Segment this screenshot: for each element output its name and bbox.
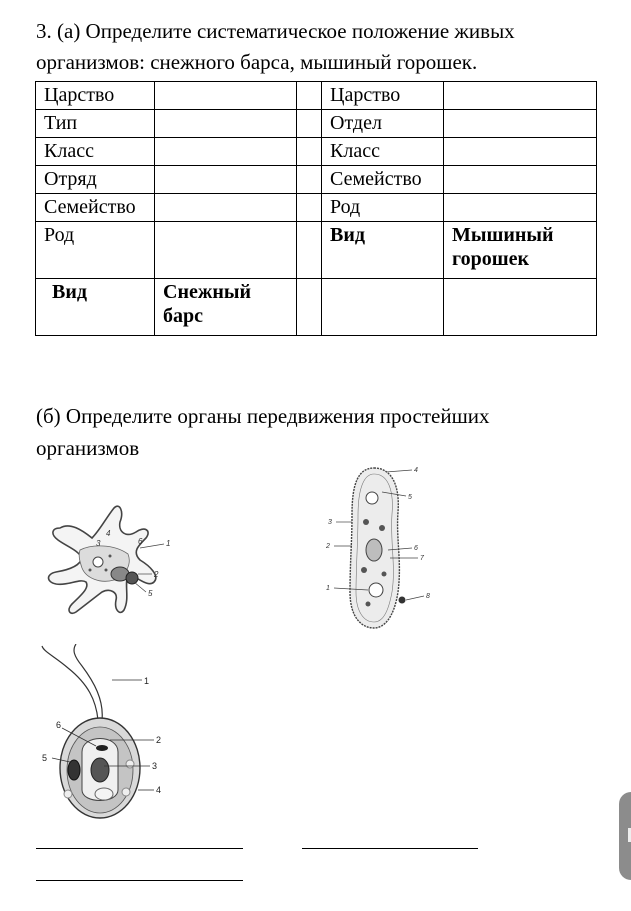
label-leader: [386, 470, 412, 472]
chlamydomonas-label-2: 2: [156, 735, 162, 745]
label-leader: [406, 596, 424, 600]
spacer-cell: [297, 138, 322, 166]
flagellum: [74, 644, 102, 720]
chlamydomonas-label-6: 6: [56, 720, 62, 730]
amoeba-food-vacuole: [126, 572, 138, 584]
question-part-a: 3. (а) Определите систематическое положение живых организмов: снежного барса, мышиный горошек.: [36, 19, 515, 74]
paramecium-label-8: 8: [426, 593, 430, 600]
left-rank-genus: Род: [36, 222, 155, 279]
table-row: [36, 110, 597, 138]
answer-line-amoeba[interactable]: [36, 848, 243, 849]
paramecium-label-4: 4: [414, 467, 418, 474]
question-part-b: (б) Определите органы передвижения простейших организмов: [36, 404, 490, 460]
paramecium-label-5: 5: [408, 494, 412, 501]
left-rank-class: Класс: [36, 138, 155, 166]
flagellum: [42, 646, 98, 720]
pyrenoid: [68, 760, 80, 780]
answer-line-paramecium[interactable]: [302, 848, 478, 849]
left-rank-kingdom: Царство: [36, 82, 155, 110]
table-row: [36, 222, 597, 279]
paramecium-contractile-vacuole: [369, 583, 383, 597]
right-rank-family: Семейство: [322, 166, 444, 194]
table-row: [36, 138, 597, 166]
chlamydomonas-label-3: 3: [152, 761, 158, 771]
left-species-label: Вид: [36, 279, 155, 336]
left-answer-cell[interactable]: [155, 110, 297, 138]
paramecium-contractile-vacuole: [366, 492, 378, 504]
paramecium-label-2: 2: [326, 543, 330, 550]
chlamydomonas-illustration: [38, 644, 178, 824]
answer-line-chlamydomonas[interactable]: [36, 880, 243, 881]
right-answer-cell[interactable]: [444, 110, 597, 138]
left-answer-cell[interactable]: [155, 166, 297, 194]
label-leader: [140, 544, 164, 548]
left-answer-cell[interactable]: [155, 82, 297, 110]
chlamydomonas-label-4: 4: [156, 785, 162, 795]
starch-grain: [95, 788, 113, 800]
paramecium-food-vacuole: [366, 602, 371, 607]
right-rank-kingdom: Царство: [322, 82, 444, 110]
paramecium-food-vacuole: [363, 519, 369, 525]
chlamydomonas-label-1: 1: [144, 676, 150, 686]
table-row: [36, 82, 597, 110]
amoeba-label-5: 5: [148, 589, 153, 598]
chlamydomonas-label-5: 5: [42, 753, 48, 763]
spacer-cell: [297, 82, 322, 110]
starch-grain: [122, 788, 130, 796]
paramecium-label-7: 7: [420, 555, 424, 562]
left-rank-order: Отряд: [36, 166, 155, 194]
spacer-cell: [297, 222, 322, 279]
amoeba-illustration: [40, 500, 180, 620]
left-rank-phylum: Тип: [36, 110, 155, 138]
amoeba-vacuole: [93, 557, 103, 567]
right-answer-cell[interactable]: [444, 138, 597, 166]
right-answer-cell[interactable]: [322, 279, 444, 336]
right-answer-cell[interactable]: [444, 194, 597, 222]
side-scroll-tab[interactable]: [619, 792, 631, 880]
eyespot: [96, 745, 108, 751]
spacer-cell: [297, 110, 322, 138]
spacer-cell: [297, 194, 322, 222]
right-rank-division: Отдел: [322, 110, 444, 138]
starch-grain: [64, 790, 72, 798]
label-leader: [134, 582, 146, 592]
table-row: [36, 194, 597, 222]
amoeba-label-2: 2: [154, 570, 159, 579]
right-species-value: Мышиный горошек: [444, 222, 597, 279]
left-rank-family: Семейство: [36, 194, 155, 222]
amoeba-granule: [89, 569, 92, 572]
paramecium-excreted-particle: [399, 597, 406, 604]
paramecium-illustration: [322, 462, 432, 634]
left-answer-cell[interactable]: [155, 194, 297, 222]
spacer-cell: [297, 166, 322, 194]
left-answer-cell[interactable]: [155, 138, 297, 166]
amoeba-label-6: 6: [138, 537, 143, 546]
taxonomy-table: [35, 81, 597, 336]
right-rank-class: Класс: [322, 138, 444, 166]
amoeba-granule: [105, 569, 108, 572]
amoeba-label-3: 3: [96, 539, 101, 548]
paramecium-label-3: 3: [328, 519, 332, 526]
table-row: [36, 279, 597, 336]
right-answer-cell[interactable]: [444, 279, 597, 336]
left-species-value: Снежный барс: [155, 279, 297, 336]
paramecium-label-1: 1: [326, 585, 330, 592]
paramecium-food-vacuole: [382, 572, 387, 577]
right-rank-genus: Род: [322, 194, 444, 222]
right-species-label: Вид: [322, 222, 444, 279]
amoeba-label-1: 1: [166, 539, 171, 548]
paramecium-macronucleus: [366, 539, 382, 561]
starch-grain: [126, 760, 134, 768]
paramecium-food-vacuole: [361, 567, 367, 573]
amoeba-label-4: 4: [106, 529, 111, 538]
paramecium-food-vacuole: [379, 525, 385, 531]
amoeba-granule: [109, 555, 112, 558]
right-answer-cell[interactable]: [444, 166, 597, 194]
right-answer-cell[interactable]: [444, 82, 597, 110]
table-row: [36, 166, 597, 194]
nucleus: [91, 758, 109, 782]
spacer-cell: [297, 279, 322, 336]
paramecium-label-6: 6: [414, 545, 418, 552]
left-answer-cell[interactable]: [155, 222, 297, 279]
